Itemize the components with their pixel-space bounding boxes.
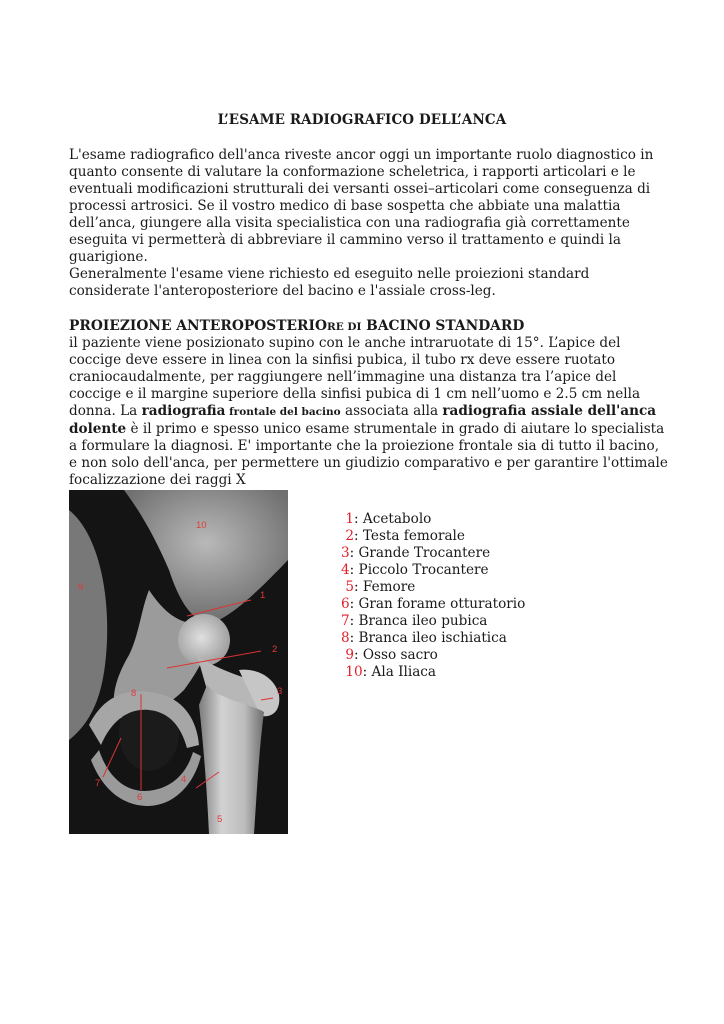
hip-xray-image <box>69 490 288 834</box>
section-bold-3: radiografia assiale dell'anca dolente <box>69 403 657 437</box>
section-bold-2: frontale del bacino <box>225 406 341 418</box>
legend-item <box>341 511 525 528</box>
legend-number: 4 <box>341 562 350 578</box>
legend-number: 7 <box>341 613 350 629</box>
legend-number: 6 <box>341 596 350 612</box>
legend-item <box>341 562 525 579</box>
legend-label: : Branca ileo pubica <box>349 613 488 629</box>
legend-label: : Grande Trocantere <box>349 545 491 561</box>
section-heading-part2: RE DI <box>326 321 362 333</box>
legend-label: : Testa femorale <box>353 528 465 544</box>
intro-paragraph: L'esame radiografico dell'anca riveste ancor oggi un importante ruolo diagnostico in quanto consente di valutare la conformazione scheletrica, i rapporti articolari e le eventuali modificazioni strutturali dei versanti ossei–articolari come conseguenza di processi artrosici. Se il vostro medico di base sospetta che abbiate una malattia dell’anca, giungere alla visita specialistica con una radiografia già correttamente eseguita vi permetterà di abbreviare il cammino verso il trattamento e quindi la guarigione. <box>69 147 654 265</box>
xray-marker-7: 7 <box>95 778 101 789</box>
xray-marker-9: 9 <box>78 582 84 593</box>
section-text-3: è il primo e spesso unico esame strumentale in grado di aiutare lo specialista a formulare la diagnosi. E' importante che la proiezione frontale sia di tutto il bacino, e non solo dell'anca, per permettere un giudizio comparativo e per garantire l'ottimale focalizzazione dei raggi X <box>69 421 668 488</box>
xray-marker-10: 10 <box>196 520 207 531</box>
legend-item <box>341 579 525 596</box>
legend-label: : Piccolo Trocantere <box>349 562 489 578</box>
section-heading-part1: PROIEZIONE ANTEROPOSTERIO <box>69 318 327 334</box>
legend-number: 2 <box>345 528 354 544</box>
legend-item <box>341 630 525 647</box>
xray-marker-4: 4 <box>181 774 187 785</box>
legend-number: 9 <box>345 647 354 663</box>
legend-label: : Acetabolo <box>353 511 432 527</box>
xray-marker-3: 3 <box>277 686 283 697</box>
section-heading <box>69 318 669 336</box>
legend-label: : Branca ileo ischiatica <box>349 630 507 646</box>
legend-item <box>341 647 525 664</box>
legend-item <box>341 596 525 613</box>
xray-marker-2: 2 <box>272 644 278 655</box>
legend-item <box>341 613 525 630</box>
legend-number: 10 <box>345 664 363 680</box>
section-body <box>69 335 669 489</box>
section-bold-1: radiografia <box>141 403 226 419</box>
figure-legend <box>341 511 525 681</box>
legend-label: : Osso sacro <box>353 647 438 663</box>
section-heading-part3: BACINO STANDARD <box>361 318 525 334</box>
legend-item <box>341 664 525 681</box>
xray-marker-5: 5 <box>217 814 223 825</box>
legend-label: : Gran forame otturatorio <box>349 596 526 612</box>
xray-marker-6: 6 <box>137 792 143 803</box>
legend-number: 1 <box>345 511 354 527</box>
legend-number: 8 <box>341 630 350 646</box>
standard-projections-paragraph: Generalmente l'esame viene richiesto ed eseguito nelle proiezioni standard considerate l'anteroposteriore del bacino e l'assiale cross-leg. <box>69 266 590 299</box>
xray-marker-1: 1 <box>260 590 266 601</box>
section-text-2: associata alla <box>340 403 443 419</box>
legend-number: 3 <box>341 545 350 561</box>
legend-label: : Femore <box>353 579 416 595</box>
legend-label: : Ala Iliaca <box>362 664 437 680</box>
legend-item <box>341 545 525 562</box>
section-text-1: il paziente viene posizionato supino con le anche intraruotate di 15°. L’apice del coccige deve essere in linea con la sinfisi pubica, il tubo rx deve essere ruotato craniocaudalmente, per raggiungere nell’immagine una distanza tra l’apice del coccige e il margine superiore della sinfisi pubica di 1 cm nell’uomo e 2.5 cm nella donna. La <box>69 335 641 419</box>
document-title: L’ESAME RADIOGRAFICO DELL’ANCA <box>217 112 507 128</box>
legend-number: 5 <box>345 579 354 595</box>
legend-item <box>341 528 525 545</box>
xray-marker-8: 8 <box>131 688 137 699</box>
